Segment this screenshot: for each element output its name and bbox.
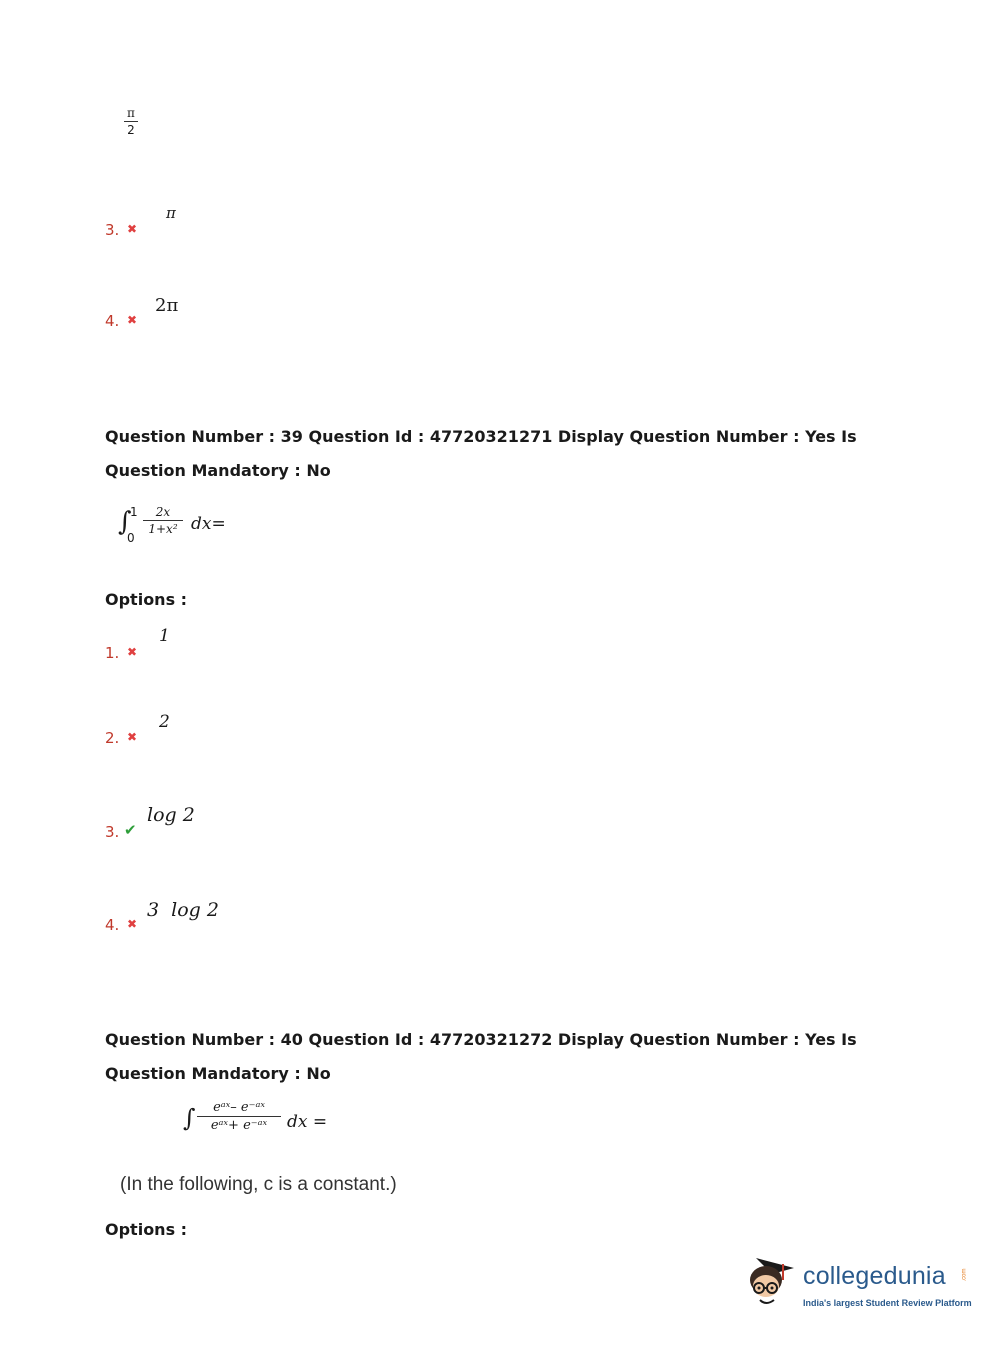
- option-number: 2.: [105, 729, 120, 747]
- integral-upper-limit: 1: [130, 505, 138, 519]
- question-integral: [118, 505, 248, 549]
- collegedunia-mascot-icon: [742, 1250, 802, 1310]
- option-value: 3 log 2: [147, 899, 219, 921]
- integral-sign: ∫: [118, 507, 132, 537]
- integral-fraction: [143, 505, 183, 536]
- question-integral: [183, 1100, 353, 1144]
- brand-tagline: India's largest Student Review Platform: [803, 1298, 972, 1308]
- integral-fraction: [197, 1100, 281, 1133]
- options-label: Options :: [105, 590, 188, 609]
- option-number: 4.: [105, 916, 120, 934]
- option-number: 3.: [105, 221, 120, 239]
- fraction-denominator: eᵃˣ+ e⁻ᵃˣ: [210, 1118, 268, 1133]
- option-value: 2: [159, 712, 170, 732]
- question-note: (In the following, c is a constant.): [120, 1174, 397, 1195]
- question-header: Question Number : 40 Question Id : 47720321272 Display Question Number : Yes Is Question Mandatory : No: [105, 1030, 857, 1083]
- option-value: π: [166, 204, 176, 222]
- wrong-icon: ✖: [127, 917, 138, 931]
- fraction-denominator: 2: [127, 123, 135, 137]
- integral-lower-limit: 0: [127, 531, 135, 545]
- fraction-numerator: π: [127, 106, 135, 120]
- wrong-icon: ✖: [127, 645, 138, 659]
- option-number: 4.: [105, 312, 120, 330]
- integral-differential: dx =: [287, 1112, 328, 1132]
- check-icon: ✔: [124, 821, 137, 839]
- brand-logo-text: collegedunia: [803, 1262, 946, 1290]
- fraction-numerator: eᵃˣ– e⁻ᵃˣ: [213, 1100, 265, 1115]
- option-number: 3.: [105, 823, 120, 841]
- fraction-numerator: 2x: [155, 505, 171, 519]
- option-value: 2π: [155, 295, 179, 316]
- option-value: log 2: [147, 804, 195, 826]
- options-label: Options :: [105, 1220, 188, 1239]
- integral-sign: ∫: [183, 1104, 196, 1132]
- integral-differential: dx=: [191, 514, 226, 534]
- question-header: Question Number : 39 Question Id : 47720321271 Display Question Number : Yes Is Question Mandatory : No: [105, 427, 857, 480]
- wrong-icon: ✖: [127, 313, 138, 327]
- brand-domain: .com: [961, 1268, 968, 1282]
- option-number: 1.: [105, 644, 120, 662]
- wrong-icon: ✖: [127, 222, 138, 236]
- wrong-icon: ✖: [127, 730, 138, 744]
- option-2-fraction: [124, 106, 138, 137]
- option-value: 1: [159, 626, 170, 646]
- fraction-denominator: 1+x²: [148, 522, 178, 536]
